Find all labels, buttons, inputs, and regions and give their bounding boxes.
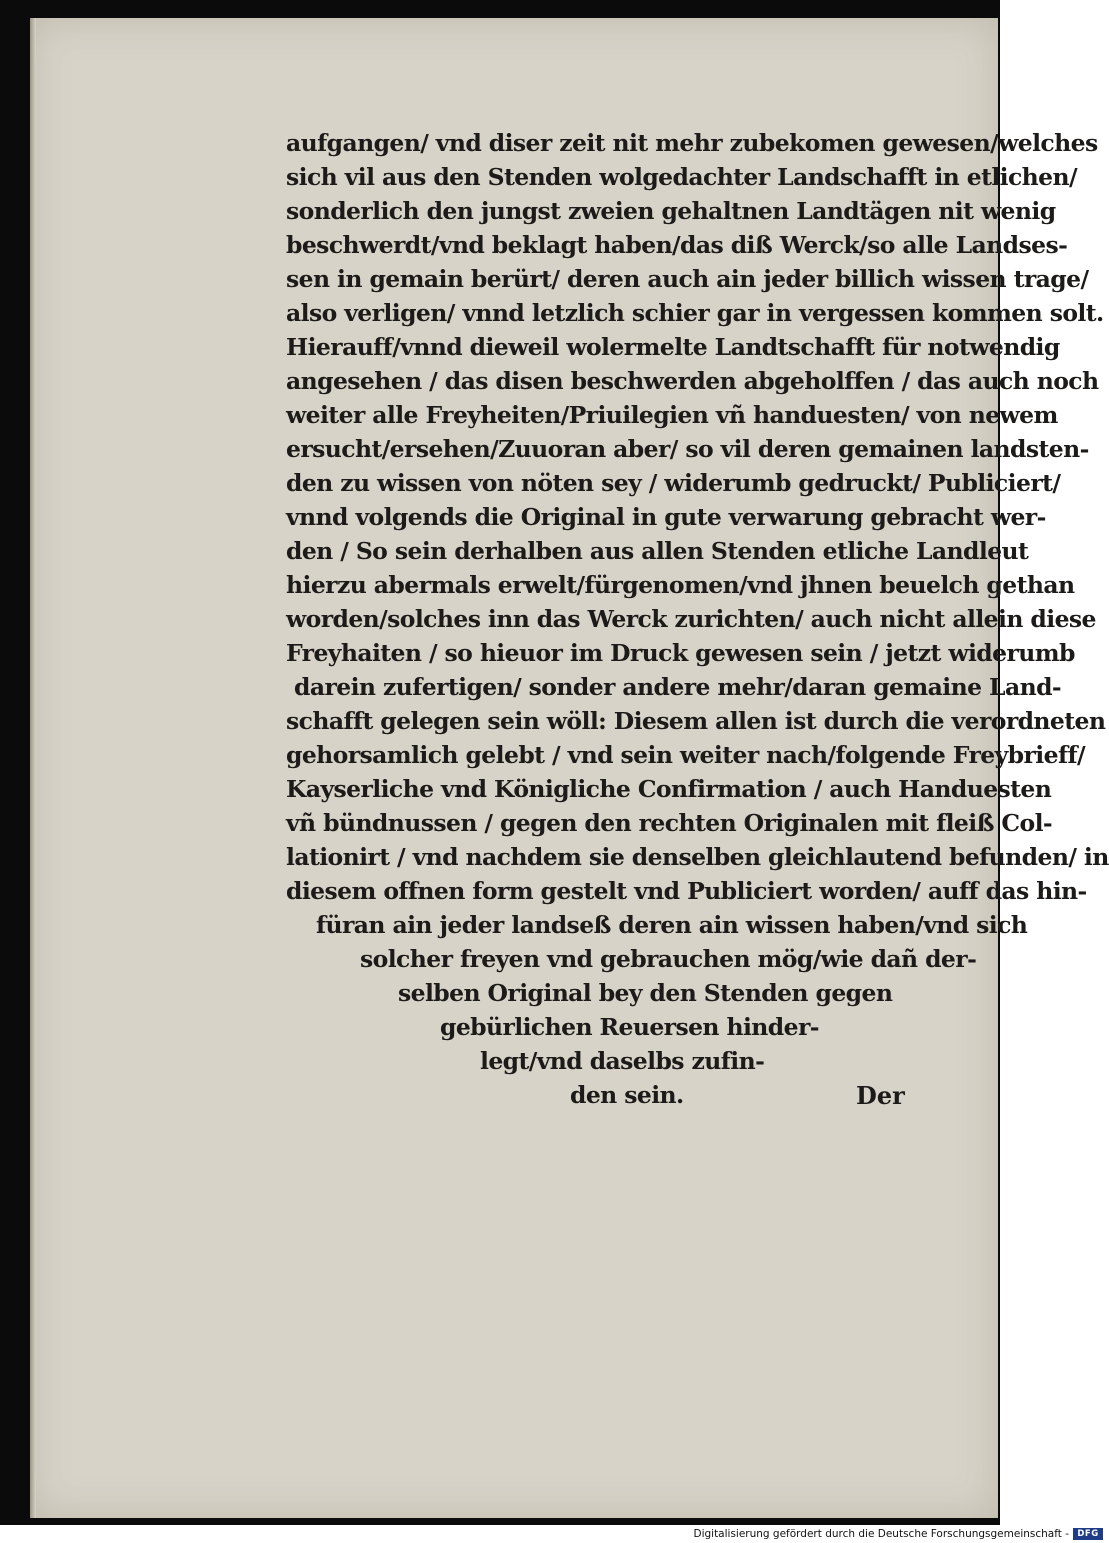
text-line: worden/solches inn das Werck zurichten/ auch nicht allein diese — [286, 605, 1096, 633]
text-line: angesehen / das disen beschwerden abgeholffen / das auch noch — [286, 367, 1099, 395]
text-line: Kayserliche vnd Königliche Confirmation / auch Handuesten — [286, 775, 1052, 803]
text-line: ersucht/ersehen/Zuuoran aber/ so vil deren gemainen landsten- — [286, 435, 1089, 463]
text-line: legt/vnd daselbs zufin- — [480, 1047, 765, 1075]
text-line: aufgangen/ vnd diser zeit nit mehr zubekomen gewesen/welches — [286, 129, 1098, 157]
text-line: sonderlich den jungst zweien gehaltnen Landtägen nit wenig — [286, 197, 1056, 225]
text-line: also verligen/ vnnd letzlich schier gar in vergessen kommen solt. — [286, 299, 1104, 327]
text-line: schafft gelegen sein wöll: Diesem allen ist durch die verordneten — [286, 707, 1106, 735]
text-line: solcher freyen vnd gebrauchen mög/wie dañ der- — [360, 945, 977, 973]
catchword: Der — [856, 1081, 905, 1110]
text-line: selben Original bey den Stenden gegen — [398, 979, 893, 1007]
text-line: weiter alle Freyheiten/Priuilegien vñ handuesten/ von newem — [286, 401, 1058, 429]
text-line: hierzu abermals erwelt/fürgenomen/vnd jhnen beuelch gethan — [286, 571, 1075, 599]
text-line: Hierauff/vnnd dieweil wolermelte Landtschafft für notwendig — [286, 333, 1060, 361]
page-edge — [30, 18, 36, 1518]
text-line: beschwerdt/vnd beklagt haben/das diß Werck/so alle Landses- — [286, 231, 1068, 259]
text-line: diesem offnen form gestelt vnd Publiciert worden/ auff das hin- — [286, 877, 1087, 905]
dfg-logo-icon: DFG — [1073, 1528, 1103, 1540]
text-line: sen in gemain berürt/ deren auch ain jeder billich wissen trage/ — [286, 265, 1089, 293]
text-line: den sein. — [570, 1081, 684, 1109]
text-line: darein zufertigen/ sonder andere mehr/daran gemaine Land- — [294, 673, 1062, 701]
funding-credit: Digitalisierung gefördert durch die Deutsche Forschungsgemeinschaft - — [693, 1528, 1069, 1540]
text-line: den zu wissen von nöten sey / widerumb gedruckt/ Publiciert/ — [286, 469, 1061, 497]
text-line: den / So sein derhalben aus allen Stenden etliche Landleut — [286, 537, 1029, 565]
text-line: füran ain jeder landseß deren ain wissen haben/vnd sich — [316, 911, 1028, 939]
text-line: gebürlichen Reuersen hinder- — [440, 1013, 819, 1041]
text-line: vnnd volgends die Original in gute verwarung gebracht wer- — [286, 503, 1046, 531]
text-line: lationirt / vnd nachdem sie denselben gleichlautend befunden/ in — [286, 843, 1109, 871]
text-line: Freyhaiten / so hieuor im Druck gewesen sein / jetzt widerumb — [286, 639, 1075, 667]
text-line: sich vil aus den Stenden wolgedachter Landschafft in etlichen/ — [286, 163, 1077, 191]
text-line: gehorsamlich gelebt / vnd sein weiter nach/folgende Freybrieff/ — [286, 741, 1085, 769]
document-page — [30, 18, 1109, 1518]
text-line: vñ bündnussen / gegen den rechten Originalen mit fleiß Col- — [286, 809, 1053, 837]
